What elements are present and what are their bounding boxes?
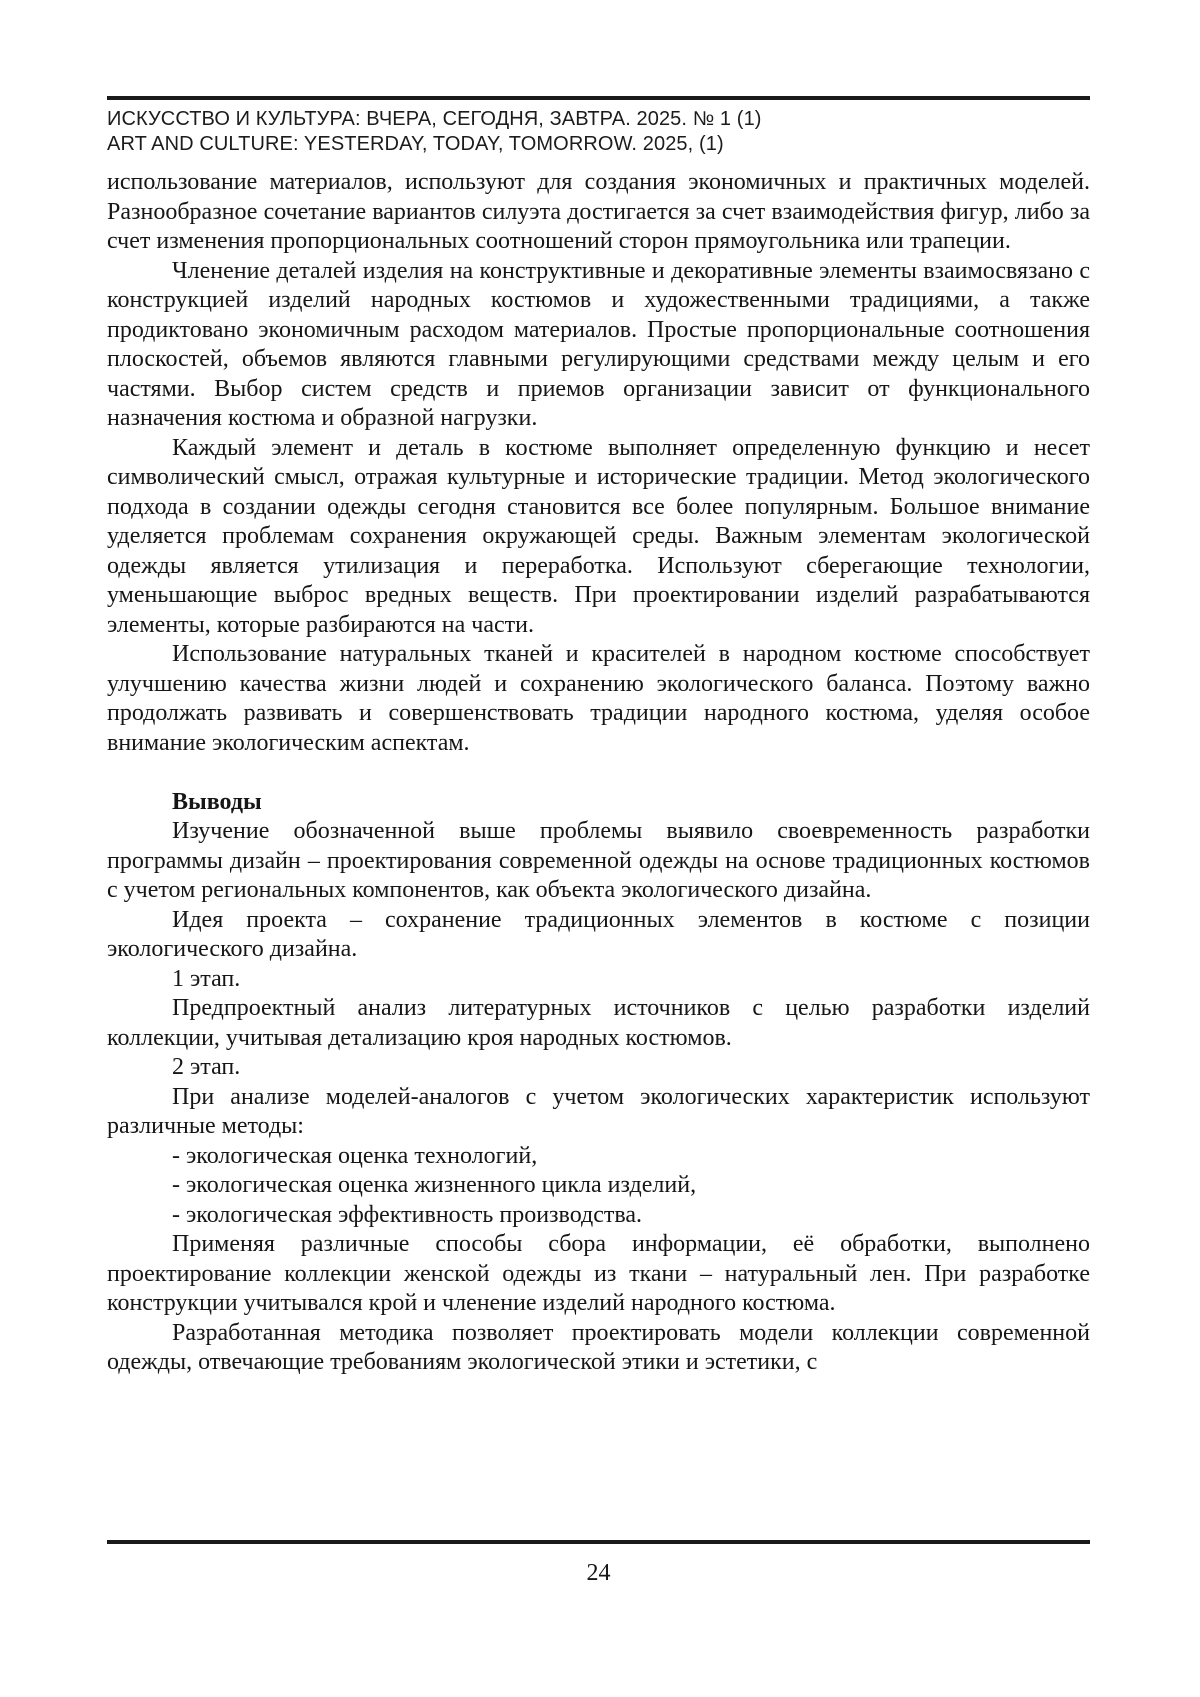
paragraph: Разработанная методика позволяет проектировать модели коллекции современной одежды, отвечающие требованиям экологической этики и эстетики, с (107, 1319, 1090, 1375)
paragraph: Использование натуральных тканей и красителей в народном костюме способствует улучшению качества жизни людей и сохранению экологического баланса. Поэтому важно продолжать развивать и совершенствовать традиции народного костюма, уделяя особое внимание экологическим аспектам. (107, 641, 1090, 756)
journal-title-ru: ИСКУССТВО И КУЛЬТУРА: ВЧЕРА, СЕГОДНЯ, ЗАВТРА. 2025. № 1 (1) (107, 108, 762, 130)
paragraph: Идея проекта – сохранение традиционных элементов в костюме с позиции экологического дизайна. (107, 906, 1090, 962)
paragraph: Каждый элемент и деталь в костюме выполняет определенную функцию и несет символический смысл, отражая культурные и исторические традиции. Метод экологического подхода в создании одежды сегодня становится все более популярным. Большое внимание уделяется проблемам сохранения окружающей среды. Важным элементам экологической одежды является утилизация и переработка. Используют сберегающие технологии, уменьшающие выброс вредных веществ. При проектировании изделий разрабатываются элементы, которые разбираются на части. (107, 434, 1090, 638)
page-number: 24 (586, 1560, 611, 1586)
article-body (107, 168, 1090, 1378)
paragraph: При анализе моделей-аналогов с учетом экологических характеристик используют различные методы: (107, 1083, 1090, 1139)
paragraph: Применяя различные способы сбора информации, её обработки, выполнено проектирование коллекции женской одежды из ткани – натуральный лен. При разработке конструкции учитывался крой и членение изделий народного костюма. (107, 1231, 1090, 1316)
paragraph: - экологическая оценка технологий, (172, 1142, 538, 1169)
paragraph: Членение деталей изделия на конструктивные и декоративные элементы взаимосвязано с конструкцией изделий народных костюмов и художественными традициями, а также продиктовано экономичным расходом материалов. Простые пропорциональные соотношения плоскостей, объемов являются главными регулирующими средствами между целым и его частями. Выбор систем средств и приемов организации зависит от функционального назначения костюма и образной нагрузки. (107, 257, 1090, 431)
journal-header (107, 96, 1090, 157)
paragraph: - экологическая эффективность производства. (172, 1201, 643, 1228)
header-rule (107, 96, 1090, 100)
paragraph: Изучение обозначенной выше проблемы выявило своевременность разработки программы дизайн – проектирования современной одежды на основе традиционных костюмов с учетом региональных компонентов, как объекта экологического дизайна. (107, 818, 1090, 903)
journal-title-en: ART AND CULTURE: YESTERDAY, TODAY, TOMORROW. 2025, (1) (107, 133, 724, 155)
paragraph: Предпроектный анализ литературных источников с целью разработки изделий коллекции, учитывая детализацию кроя народных костюмов. (107, 995, 1090, 1051)
paragraph: 1 этап. (172, 965, 241, 992)
paragraph: 2 этап. (172, 1054, 241, 1080)
footer-rule (107, 1540, 1090, 1544)
section-heading: Выводы (172, 788, 262, 815)
paragraph: - экологическая оценка жизненного цикла изделий, (172, 1172, 697, 1198)
paragraph: использование материалов, используют для создания экономичных и практичных моделей. Разнообразное сочетание вариантов силуэта достигается за счет взаимодействия фигур, либо за счет изменения пропорциональных соотношений сторон прямоугольника или трапеции. (107, 169, 1090, 254)
